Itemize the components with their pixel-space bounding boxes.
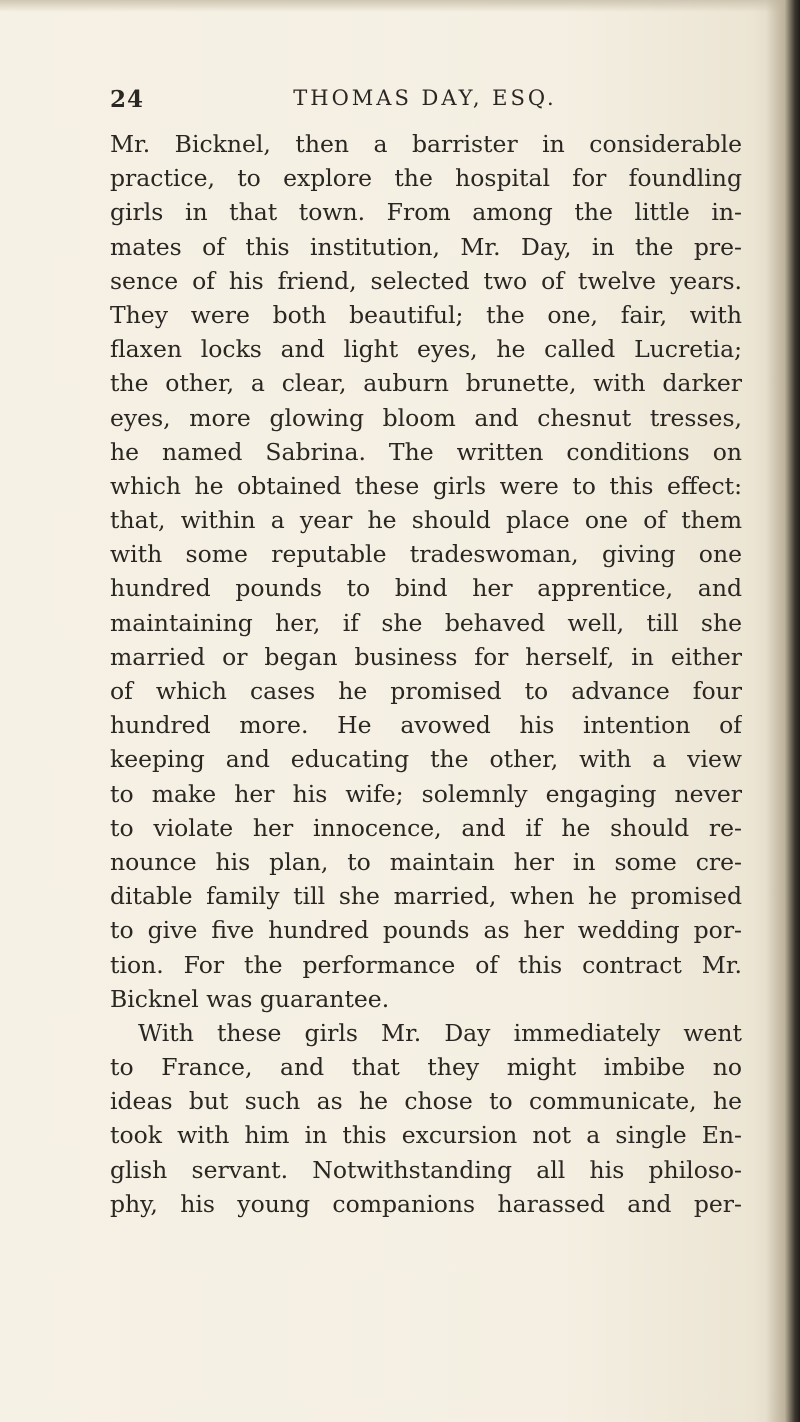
page-binding-shadow xyxy=(766,0,800,1422)
text-line: eyes, more glowing bloom and chesnut tresses, xyxy=(110,403,742,432)
page-top-shadow xyxy=(0,0,800,12)
text-line: girls in that town. From among the little in- xyxy=(110,198,742,227)
text-line: to give five hundred pounds as her wedding por- xyxy=(110,916,742,945)
text-line: tion. For the performance of this contract Mr. xyxy=(110,950,742,979)
text-line: They were both beautiful; the one, fair, with xyxy=(110,300,742,329)
text-line: hundred more. He avowed his intention of xyxy=(110,711,742,740)
page-header xyxy=(110,86,740,116)
text-line: Bicknel was guarantee. xyxy=(110,984,390,1013)
text-line: with some reputable tradeswoman, giving one xyxy=(110,540,742,569)
text-line: the other, a clear, auburn brunette, with darker xyxy=(110,369,742,398)
text-line: to make her his wife; solemnly engaging never xyxy=(110,779,742,808)
text-line: phy, his young companions harassed and per- xyxy=(110,1189,742,1218)
text-line: flaxen locks and light eyes, he called Lucretia; xyxy=(110,335,742,364)
text-line: mates of this institution, Mr. Day, in the pre- xyxy=(110,232,742,261)
text-line: nounce his plan, to maintain her in some cre- xyxy=(110,847,742,876)
text-line: married or began business for herself, in either xyxy=(110,642,742,671)
text-line: ideas but such as he chose to communicate, he xyxy=(110,1087,742,1116)
text-line: to violate her innocence, and if he should re- xyxy=(110,813,742,842)
text-line: ditable family till she married, when he promised xyxy=(110,882,742,911)
text-line: of which cases he promised to advance four xyxy=(110,677,742,705)
text-line: glish servant. Notwithstanding all his philoso- xyxy=(110,1155,742,1184)
text-line: sence of his friend, selected two of twelve years. xyxy=(110,266,742,295)
running-title: THOMAS DAY, ESQ. xyxy=(293,86,557,110)
text-line: that, within a year he should place one of them xyxy=(110,506,742,535)
text-line: he named Sabrina. The written conditions on xyxy=(110,437,742,466)
text-line: practice, to explore the hospital for foundling xyxy=(110,164,742,193)
text-line: keeping and educating the other, with a view xyxy=(110,745,742,774)
text-line: took with him in this excursion not a single En- xyxy=(110,1121,742,1150)
text-line: which he obtained these girls were to this effect: xyxy=(110,471,742,500)
text-line: hundred pounds to bind her apprentice, and xyxy=(110,574,742,603)
text-line: With these girls Mr. Day immediately went xyxy=(138,1018,742,1047)
text-line: to France, and that they might imbibe no xyxy=(110,1053,742,1082)
text-line: Mr. Bicknel, then a barrister in considerable xyxy=(110,130,742,158)
page-number: 24 xyxy=(110,86,145,113)
body-text xyxy=(110,127,742,1221)
text-line: maintaining her, if she behaved well, till she xyxy=(110,608,742,637)
